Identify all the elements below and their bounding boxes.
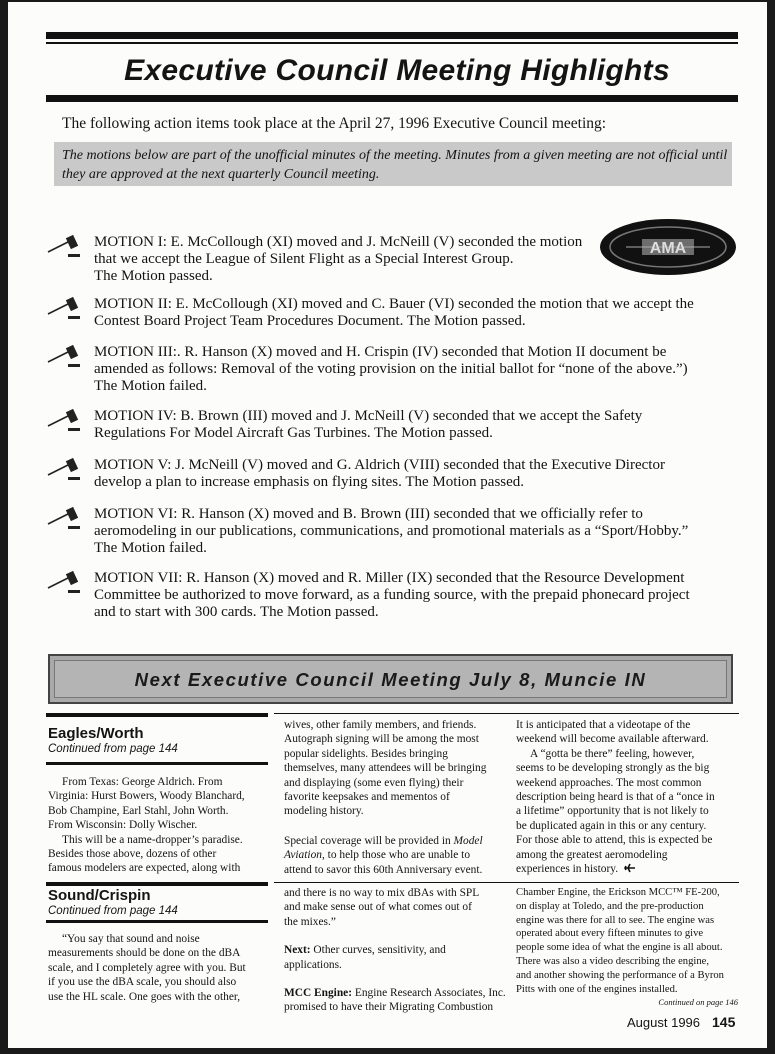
- page-title: Executive Council Meeting Highlights: [124, 54, 670, 87]
- section-rule: [46, 882, 268, 886]
- text-line: Virginia: Hurst Bowers, Woody Blanchard,: [48, 790, 245, 803]
- eagles-heading: Eagles/Worth: [48, 725, 144, 742]
- gavel-icon: [46, 506, 86, 532]
- sound-col2-para: [284, 943, 516, 972]
- text-line: people some idea of what the engine is all about.: [516, 942, 723, 954]
- gavel-icon: [46, 457, 86, 483]
- magazine-page: [8, 2, 767, 1048]
- magazine-title: Model: [453, 834, 483, 847]
- eagles-col1-para: [48, 833, 270, 876]
- ama-logo-text: AMA: [649, 240, 687, 257]
- text-line: measurements should be done on the dBA: [48, 947, 241, 960]
- sound-column-3: [516, 886, 752, 1008]
- run-in-label: Next:: [284, 944, 311, 957]
- text-line: Engine Research Associates, Inc.: [352, 987, 506, 1000]
- sound-col2-para: [284, 886, 516, 929]
- text-line: This will be a name-dropper’s paradise.: [62, 833, 243, 846]
- eagles-col2-para: [284, 834, 516, 877]
- text-line: From Texas: George Aldrich. From: [62, 776, 223, 788]
- text-line: wives, other family members, and friends.: [284, 719, 477, 731]
- motion-text: [94, 570, 734, 620]
- eagles-heading-block: [48, 726, 268, 756]
- motion-text: [94, 408, 734, 442]
- text-line: and displaying (some even flying) their: [284, 776, 464, 789]
- text-line: the mixes.”: [284, 915, 336, 928]
- text-line: Special coverage will be provided in: [284, 834, 454, 847]
- airplane-end-mark-icon: [624, 863, 636, 873]
- title-top-rule-thin: [46, 42, 738, 44]
- text-line: Chamber Engine, the Erickson MCC™ FE-200,: [516, 887, 720, 898]
- motion-line: The Motion failed.: [94, 377, 207, 394]
- motion-line: MOTION I: E. McCollough (XI) moved and J. McNeill (V) seconded the motion: [94, 234, 583, 250]
- title-bottom-rule: [46, 95, 738, 102]
- motion-line: aeromodeling in our publications, communications, and promotional materials as a “Sport/Hobby.”: [94, 522, 689, 539]
- text-line: A “gotta be there” feeling, however,: [530, 747, 695, 760]
- sound-heading: Sound/Crispin: [48, 887, 151, 904]
- text-line: experiences in history.: [516, 863, 619, 876]
- text-line: and there is no way to mix dBAs with SPL: [284, 887, 480, 899]
- next-meeting-banner: [48, 654, 733, 704]
- text-line: Bob Champine, Earl Stahl, John Worth.: [48, 804, 229, 817]
- text-line: Besides those above, dozens of other: [48, 848, 217, 861]
- motion-line: amended as follows: Removal of the voting provision on the initial ballot for “none of the above.”): [94, 360, 688, 377]
- eagles-col2-para: [284, 718, 516, 819]
- eagles-column-2: [284, 718, 516, 877]
- title-top-rule: [46, 32, 738, 39]
- motion-text: [94, 506, 734, 556]
- text-line: famous modelers are expected, along with: [48, 862, 241, 875]
- gavel-icon: [46, 344, 86, 370]
- text-line: From Wisconsin: Dolly Wischer.: [48, 819, 198, 832]
- text-line: Autograph signing will be among the most: [284, 733, 479, 746]
- motion-line: MOTION VII: R. Hanson (X) moved and R. Miller (IX) seconded that the Resource Development: [94, 570, 685, 586]
- text-line: description being heard is that of a “once in: [516, 791, 715, 804]
- motion-line: and to start with 300 cards. The Motion passed.: [94, 603, 379, 620]
- text-line: modeling history.: [284, 805, 364, 818]
- magazine-title: Aviation: [284, 849, 322, 862]
- section-rule-right: [274, 882, 739, 883]
- text-line: promised to have their Migrating Combustion: [284, 1001, 494, 1014]
- eagles-continued-from: Continued from page 144: [48, 743, 178, 755]
- motion-line: MOTION III:. R. Hanson (X) moved and H. Crispin (IV) seconded that Motion II document be: [94, 344, 667, 360]
- gavel-icon: [46, 408, 86, 434]
- sound-col1-para: [48, 932, 270, 1004]
- sound-continued-from: Continued from page 144: [48, 905, 178, 917]
- sound-column-2: [284, 886, 516, 1015]
- section-rule-right: [274, 713, 739, 714]
- text-line: favorite keepsakes and mementos of: [284, 791, 450, 804]
- intro-text: The following action items took place at the April 27, 1996 Executive Council meeting:: [62, 115, 607, 132]
- motion-line: Regulations For Model Aircraft Gas Turbines. The Motion passed.: [94, 424, 493, 441]
- text-line: There was also a video describing the engine,: [516, 955, 709, 967]
- text-line: themselves, many attendees will be bringing: [284, 762, 487, 775]
- text-line: attend to savor this 60th Anniversary event.: [284, 863, 483, 876]
- text-line: be duplicated again in this or any century.: [516, 819, 707, 832]
- text-line: operated about every fifteen minutes to give: [516, 928, 704, 940]
- gavel-icon: [46, 296, 86, 322]
- text-line: a lifetime” opportunity that is not likely to: [516, 805, 709, 818]
- motion-line: The Motion passed.: [94, 267, 213, 284]
- text-line: among the greatest aeromodeling: [516, 848, 668, 861]
- continued-on-page: Continued on page 146: [658, 997, 738, 1008]
- eagles-col3-para: [516, 718, 744, 747]
- motion-line: MOTION V: J. McNeill (V) moved and G. Aldrich (VIII) seconded that the Executive Director: [94, 457, 665, 473]
- section-heading-rule: [46, 920, 268, 923]
- gavel-icon: [46, 234, 86, 260]
- sound-column-1: [48, 932, 270, 1004]
- text-line: , to help those who are unable to: [321, 849, 471, 862]
- text-line: on display at Toledo, and the pre-production: [516, 900, 704, 912]
- unofficial-minutes-note: The motions below are part of the unofficial minutes of the meeting. Minutes from a given meeting are not official until they are approved at the next quarterly Council meeting.: [54, 142, 732, 186]
- gavel-icon: [46, 570, 86, 596]
- text-line: seems to be developing strongly as the big: [516, 762, 710, 775]
- motion-text: [94, 296, 734, 330]
- motion-line: Committee be authorized to move forward, as a funding source, with the prepaid phonecard project: [94, 586, 690, 603]
- sound-col2-para: [284, 986, 516, 1015]
- motion-line: MOTION II: E. McCollough (XI) moved and C. Bauer (VI) seconded the motion that we accept the: [94, 296, 694, 312]
- eagles-column-1: [48, 775, 270, 876]
- text-line: if you use the dBA scale, you should also: [48, 976, 237, 989]
- text-line: and make sense out of what comes out of: [284, 901, 472, 914]
- section-heading-rule: [46, 762, 268, 765]
- motion-line: MOTION VI: R. Hanson (X) moved and B. Brown (III) seconded that we officially refer to: [94, 506, 643, 522]
- motion-line: The Motion failed.: [94, 539, 207, 556]
- issue-date: August 1996: [627, 1015, 701, 1030]
- text-line: use the HL scale. One goes with the other,: [48, 990, 241, 1003]
- sound-heading-block: [48, 888, 268, 918]
- text-line: “You say that sound and noise: [62, 933, 200, 945]
- text-line: For those able to attend, this is expected be: [516, 834, 713, 847]
- run-in-label: MCC Engine:: [284, 987, 353, 1000]
- text-line: It is anticipated that a videotape of the: [516, 719, 691, 731]
- text-line: and another showing the performance of a Byron: [516, 969, 724, 981]
- motion-text: [94, 234, 734, 284]
- eagles-col1-para: [48, 775, 270, 833]
- motion-text: [94, 457, 734, 491]
- section-rule: [46, 713, 268, 717]
- motion-line: Contest Board Project Team Procedures Document. The Motion passed.: [94, 312, 526, 329]
- motion-line: MOTION IV: B. Brown (III) moved and J. McNeill (V) seconded that we accept the Safety: [94, 408, 643, 424]
- text-line: Other curves, sensitivity, and: [310, 944, 446, 957]
- text-line: engine was there for all to see. The engine was: [516, 914, 715, 926]
- motion-text: [94, 344, 734, 394]
- text-line: weekend approaches. The most common: [516, 776, 702, 789]
- text-line: applications.: [284, 958, 342, 971]
- text-line: scale, and I completely agree with you. But: [48, 961, 246, 974]
- eagles-col3-para: [516, 747, 744, 877]
- eagles-column-3: [516, 718, 744, 876]
- motion-line: develop a plan to increase emphasis on flying sites. The Motion passed.: [94, 473, 525, 490]
- text-line: popular sidelights. Besides bringing: [284, 747, 448, 760]
- next-meeting-text: Next Executive Council Meeting July 8, Muncie IN: [54, 660, 727, 698]
- text-line: Pitts with one of the engines installed.: [516, 983, 678, 995]
- page-number: 145: [712, 1014, 736, 1030]
- text-line: weekend will become available afterward.: [516, 733, 709, 746]
- motion-line: that we accept the League of Silent Flight as a Special Interest Group.: [94, 250, 514, 267]
